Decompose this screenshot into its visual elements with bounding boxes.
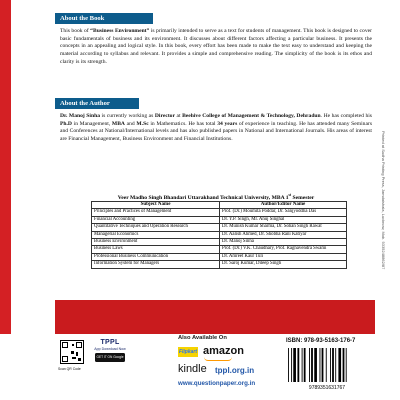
- subjects-table: [91, 201, 347, 269]
- author-cell: Dr. Y.P. Singh, Mr. Anuj Singhal: [220, 216, 347, 223]
- author-cell: Prof. (Dr.) Moumita Poddar, Dr. Sanjyoddha Das: [220, 209, 347, 216]
- table-header-row: [92, 202, 347, 209]
- about-book-heading: About the Book: [55, 13, 153, 24]
- barcode: [286, 348, 368, 390]
- table-row: [92, 246, 347, 253]
- app-download-label: App Download Now: [94, 347, 126, 351]
- table-title: Veer Madho Singh Bhandari Uttarakhand Technical University, MBA 1st Semester: [117, 193, 315, 201]
- questionpaper-website-link[interactable]: www.questionpaper.org.in: [178, 380, 256, 387]
- google-play-button[interactable]: GET IT ON Google Play: [96, 355, 124, 368]
- printer-imprint: Printed at Sudha Printing Press, Jamdaishala, Lucknow, Mob. 9335248862/87: [381, 130, 386, 270]
- subject-cell: Financial Accounting: [92, 216, 220, 223]
- table-row: [92, 209, 347, 216]
- app-download-block: [90, 339, 130, 368]
- tppl-website-link[interactable]: tppl.org.in: [215, 366, 255, 375]
- subject-cell: Information System for Managers: [92, 261, 220, 268]
- author-cell: Dr. Manoj Sinha: [220, 239, 347, 246]
- about-author-text: Dr. Manoj Sinha is currently working as Director at Beehive College of Management & Technology, Dehradun. He has completed his Ph.D in Management, MBA and M.Sc in Mathematics. He has total 34 years of experience in teaching. He has attended many Seminars and Conferences at National/International levels and has also published papers in National and International Journals. His areas of interest are Financial Management, Business Environment and Financial Institutions.: [60, 113, 372, 143]
- author-cell: Prof. (Dr.) V.K. Chaudhary, Prof. Raghavendra Swami: [220, 246, 347, 253]
- table-row: [92, 239, 347, 246]
- subject-cell: Principles and Practices of Management: [92, 209, 220, 216]
- subject-cell: Quantitative Techniques and Operation Research: [92, 224, 220, 231]
- table-row: [92, 216, 347, 223]
- flipkart-logo[interactable]: Flipkart: [178, 349, 198, 355]
- subject-cell: Business Laws: [92, 246, 220, 253]
- kindle-logo[interactable]: kindle: [178, 363, 207, 375]
- author-cell: Dr. Saroj Kumar, Dileep Singh: [220, 261, 347, 268]
- also-available-label: Also Available On: [178, 335, 227, 341]
- subject-cell: Business Environment: [92, 239, 220, 246]
- table-row: [92, 253, 347, 260]
- red-decorative-panel: [55, 300, 375, 334]
- barcode-digits: 9789351631767: [308, 385, 346, 390]
- about-book-text: This book of “Business Environment” is primarily intended to serve as a text for students of management. This book is designed to cover basic fundamentals of business and its environment. It discusses about different factors affecting a particular business. It presents the concepts in an appealing and logical style. In this book, every effort has been made to make the text easy to understand and keeping the material according to syllabus and relevant. It provides a simple and comprehensive reading. The simplicity of the book is its ethos and clarity is its strength.: [60, 28, 372, 65]
- qr-code-icon[interactable]: [60, 340, 84, 364]
- amazon-logo[interactable]: amazon: [203, 345, 244, 357]
- table-row: [92, 224, 347, 231]
- isbn-label: ISBN: 978-93-5163-176-7: [286, 338, 356, 344]
- author-cell: Dr. Aalish Ahmed, Dr. Shobha Rani Katiyar: [220, 231, 347, 238]
- author-cell: Dr. Munish Kumar Sharma, Dr. Sohan Singh Rawat: [220, 224, 347, 231]
- table-row: [92, 231, 347, 238]
- header-subject: Subject Name: [92, 202, 220, 209]
- table-row: [92, 261, 347, 268]
- scan-qr-label: Scan QR Code: [58, 367, 81, 371]
- header-author: Author/Editor Name: [220, 202, 347, 209]
- subject-cell: Professional Business Communication: [92, 253, 220, 260]
- about-author-heading: About the Author: [55, 98, 139, 109]
- author-cell: Dr. Amreet Kaur Tuli: [220, 253, 347, 260]
- amazon-smile-icon: [204, 357, 232, 361]
- tppl-logo: TPPL: [100, 339, 120, 346]
- subject-cell: Managerial Economics: [92, 231, 220, 238]
